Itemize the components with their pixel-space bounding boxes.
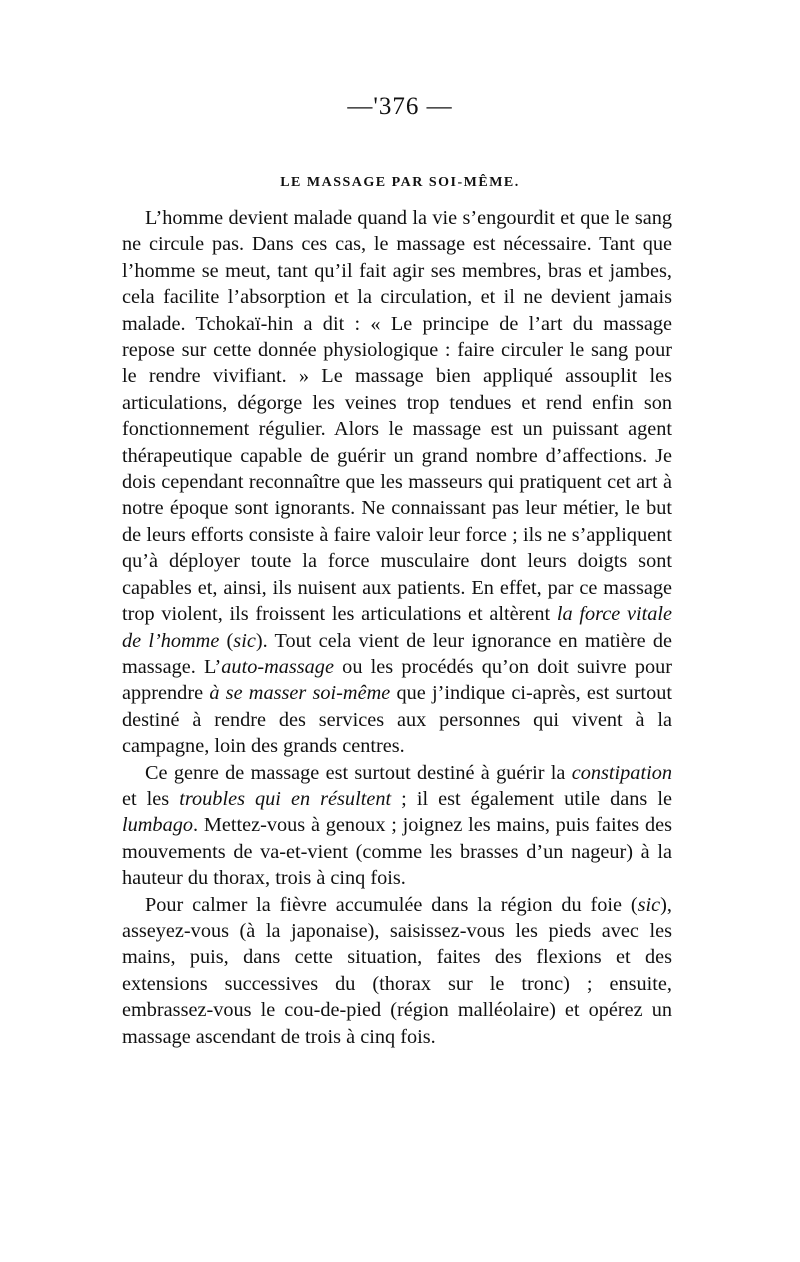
italic-run: lumbago bbox=[122, 814, 193, 837]
italic-run: à se masser soi-même bbox=[209, 682, 391, 705]
italic-run: sic bbox=[233, 629, 256, 652]
text-run: Ce genre de massage est surtout destiné à guérir la bbox=[145, 761, 572, 784]
paragraph bbox=[122, 205, 672, 760]
page-number: —'376 — bbox=[347, 93, 453, 120]
running-head: LE MASSAGE PAR SOI-MÊME. bbox=[280, 175, 520, 190]
text-run: et les bbox=[122, 787, 180, 810]
italic-run: troubles qui en résultent bbox=[179, 787, 392, 810]
text-run: ( bbox=[219, 629, 234, 652]
italic-run: sic bbox=[637, 893, 661, 916]
text-run: ou les procédés qu’on doit suivre pour apprendre bbox=[122, 655, 672, 705]
paragraph bbox=[122, 892, 672, 1050]
text-run: . Mettez-vous à genoux ; joignez les mains, puis faites des mouvements de va-et-vient (comme les brasses d’un nageur) à la hauteur du thorax, trois à cinq fois. bbox=[122, 814, 672, 890]
text-run: Pour calmer la fièvre accumulée dans la région du foie ( bbox=[145, 893, 638, 916]
text-run: ; il est également utile dans le bbox=[391, 787, 672, 810]
body-text bbox=[122, 205, 672, 1050]
paragraph bbox=[122, 760, 672, 892]
text-run: que j’indique ci-après, est surtout destiné à rendre des services aux personnes qui vivent à la campagne, loin des grands centres. bbox=[122, 682, 672, 758]
italic-run: la force vitale de l’homme bbox=[122, 603, 672, 652]
text-run: ). Tout cela vient de leur ignorance en matière de massage. L’ bbox=[122, 629, 672, 678]
text-run: ), asseyez-vous (à la japonaise), saisissez-vous les pieds avec les mains, puis, dans cette situation, faites des flexions et des extensions successives du (thorax sur le tronc) ; ensuite, embrassez-vous le cou-de-pied (région malléolaire) et opérez un massage ascendant de trois à cinq fois. bbox=[122, 893, 672, 1048]
text-run: L’homme devient malade quand la vie s’engourdit et que le sang ne circule pas. Dans ces cas, le massage est nécessaire. Tant que l’homme se meut, tant qu’il fait agir ses membres, bras et jambes, cela facilite l’absorption et la circulation, et il ne devient jamais malade. Tchokaï-hin a dit : « Le principe de l’art du massage repose sur cette donnée physiologique : faire circuler le sang pour le rendre vivifiant. » Le massage bien appliqué assouplit les articulations, dégorge les veines trop tendues et rend enfin son fonctionnement régulier. Alors le massage est un puissant agent thérapeutique capable de guérir un grand nombre d’affections. Je dois cependant reconnaître que les masseurs qui pratiquent cet art à notre époque sont ignorants. Ne connaissant pas leur métier, le but de leurs efforts consiste à faire valoir leur force ; ils ne s’appliquent qu’à déployer toute la force musculaire dont leurs doigts sont capables et, ainsi, ils nuisent aux patients. En effet, par ce massage trop violent, ils froissent les articulations et altèrent bbox=[122, 207, 672, 626]
italic-run: constipation bbox=[571, 761, 672, 784]
italic-run: auto-massage bbox=[221, 655, 334, 678]
